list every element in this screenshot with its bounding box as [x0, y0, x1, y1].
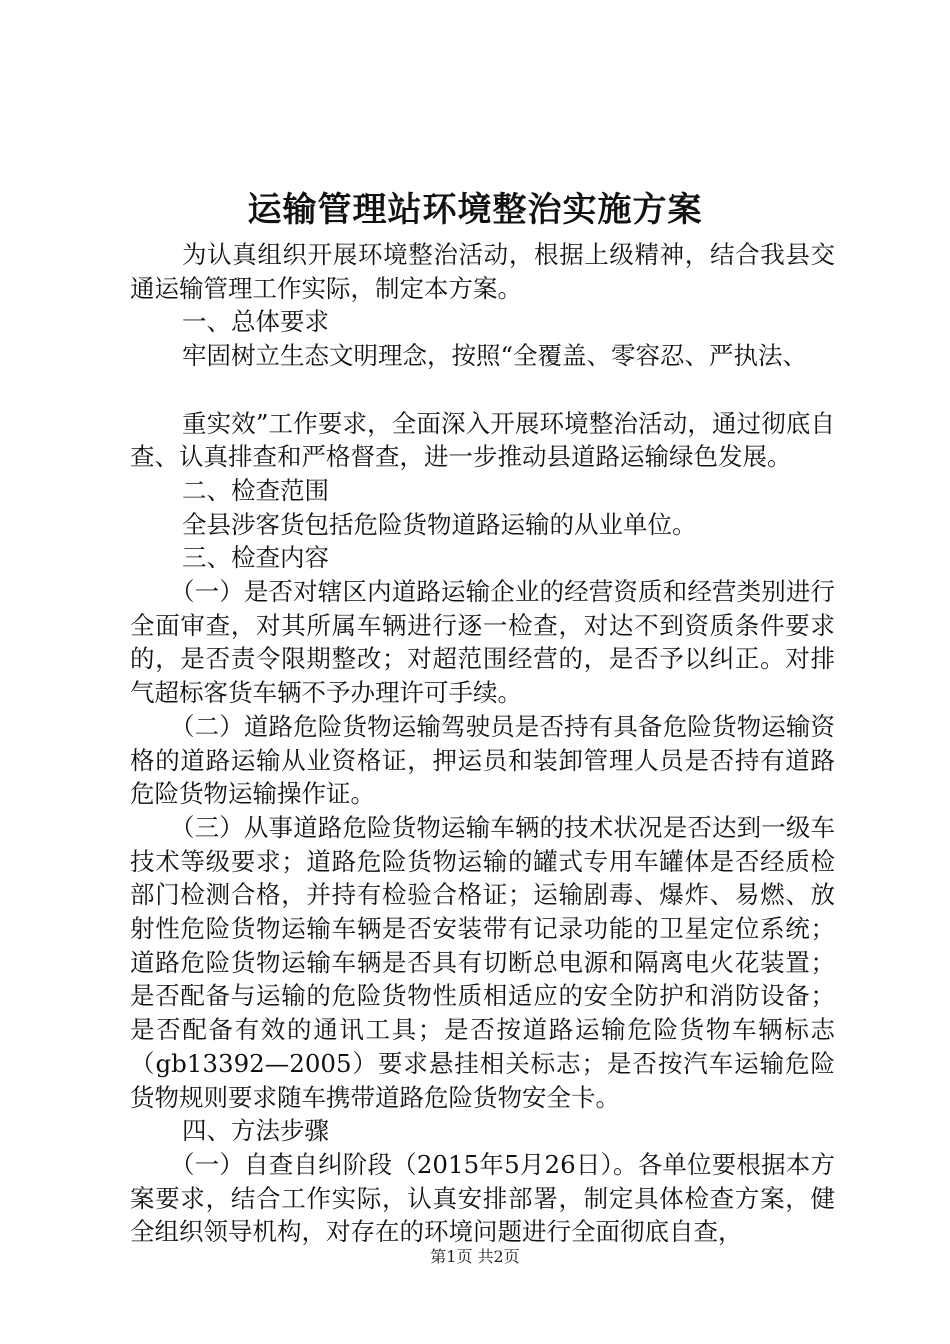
section-heading-method-steps: 四、方法步骤 — [182, 1116, 329, 1146]
document-title: 运输管理站环境整治实施方案 — [247, 190, 703, 230]
section-heading-general-requirements: 一、总体要求 — [182, 307, 329, 337]
inspection-item-2: （二）道路危险货物运输驾驶员是否持有具备危险货物运输资格的道路运输从业资格证，押运员和装卸管理人员是否持有道路危险货物运输操作证。 — [130, 711, 835, 809]
blank-line — [130, 373, 835, 407]
inspection-scope-paragraph: 全县涉客货包括危险货物道路运输的从业单位。 — [182, 509, 697, 539]
page-footer: 第1页 共2页 — [430, 1247, 520, 1266]
section-heading-inspection-scope: 二、检查范围 — [182, 475, 329, 505]
method-step-1: （一）自查自纠阶段（2015年5月26日）。各单位要根据本方案要求，结合工作实际，认真安排部署，制定具体检查方案，健全组织领导机构，对存在的环境问题进行全面彻底自查， — [130, 1149, 835, 1247]
general-requirements-paragraph-part2: 重实效”工作要求，全面深入开展环境整治活动，通过彻底自查、认真排查和严格督查，进一步推动县道路运输绿色发展。 — [130, 408, 835, 472]
intro-paragraph: 为认真组织开展环境整治活动，根据上级精神，结合我县交通运输管理工作实际，制定本方案。 — [130, 240, 835, 303]
inspection-item-3: （三）从事道路危险货物运输车辆的技术状况是否达到一级车技术等级要求；道路危险货物运输的罐式专用车罐体是否经质检部门检测合格，并持有检验合格证；运输剧毒、爆炸、易燃、放射性危险货物运输车辆是否安装带有记录功能的卫星定位系统；道路危险货物运输车辆是否具有切断总电源和隔离电火花装置；是否配备与运输的危险货物性质相适应的安全防护和消防设备；是否配备有效的通讯工具；是否按道路运输危险货物车辆标志（gb13392—2005）要求悬挂相关标志；是否按汽车运输危险货物规则要求随车携带道路危险货物安全卡。 — [130, 812, 835, 1112]
general-requirements-paragraph-part1: 牢固树立生态文明理念，按照“全覆盖、零容忍、严执法、 — [182, 341, 808, 371]
section-heading-inspection-content: 三、检查内容 — [182, 543, 329, 573]
inspection-item-1: （一）是否对辖区内道路运输企业的经营资质和经营类别进行全面审查，对其所属车辆进行逐一检查，对达不到资质条件要求的，是否责令限期整改；对超范围经营的，是否予以纠正。对排气超标客货车辆不予办理许可手续。 — [130, 577, 835, 708]
document-body — [130, 238, 835, 1249]
